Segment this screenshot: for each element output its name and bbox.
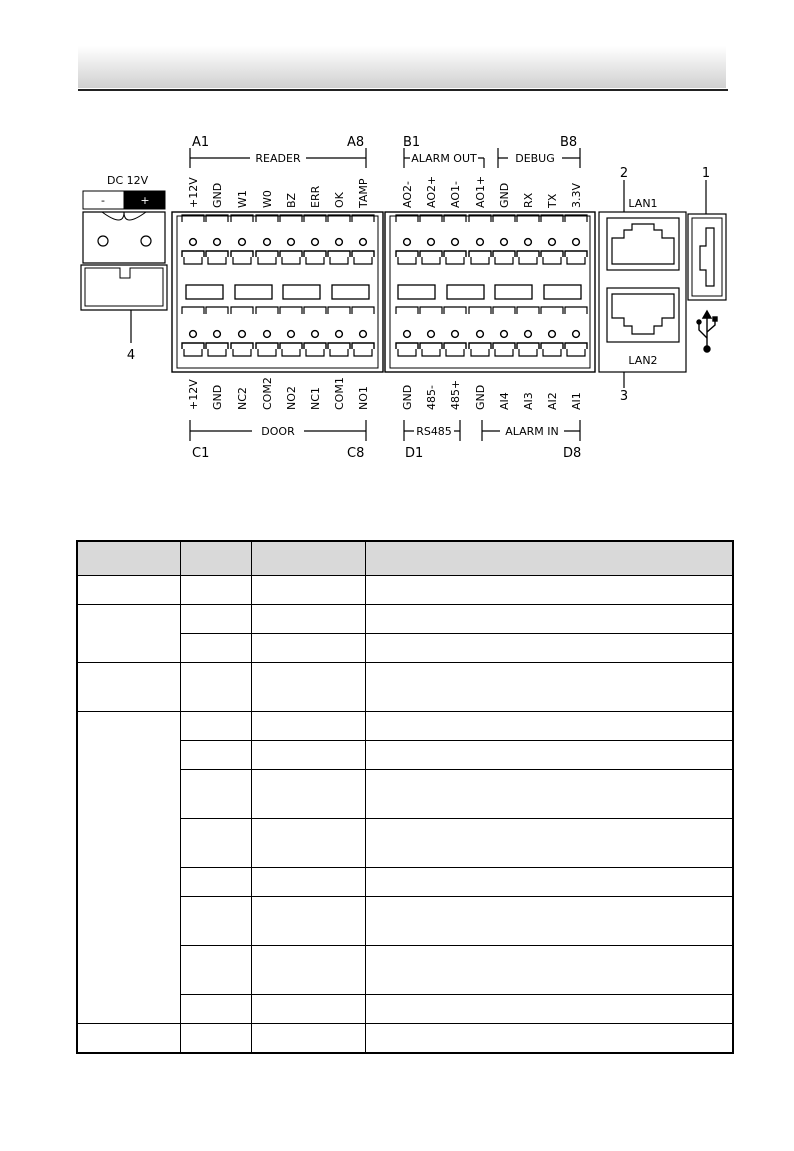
pin-label: W0 [261, 190, 274, 208]
alarm-out-group-label: ALARM OUT [411, 152, 477, 165]
pin-label: GND [498, 182, 511, 208]
pin-label: AI2 [546, 392, 559, 410]
callout-4: 4 [126, 348, 136, 363]
alarm-out-debug-pin-labels [401, 176, 583, 209]
pin-label: GND [211, 384, 224, 410]
pin-label: AO1+ [474, 175, 487, 208]
lan1-port[interactable] [607, 218, 679, 270]
usb-icon [697, 311, 717, 352]
pin-label: ERR [309, 185, 322, 208]
table-header-cell [365, 541, 733, 575]
group-b-end-label: B8 [560, 135, 578, 150]
group-c-end-label: C8 [347, 446, 365, 461]
power-connector-body [83, 212, 165, 263]
specification-table [76, 540, 734, 1054]
pin-label: AI4 [498, 392, 511, 410]
alarm-in-group-label: ALARM IN [505, 425, 559, 438]
reader-group-label: READER [255, 152, 301, 165]
pin-label: COM2 [261, 377, 274, 410]
callout-3: 3 [619, 389, 629, 404]
reader-pin-row [182, 215, 374, 264]
pin-label: AI3 [522, 392, 535, 410]
pin-label: NC2 [236, 387, 249, 410]
pin-label: GND [211, 182, 224, 208]
pin-label: +12V [187, 177, 200, 208]
lan2-label: LAN2 [628, 354, 658, 367]
pin-label: GND [474, 384, 487, 410]
pin-label: 485- [425, 385, 438, 410]
pin-label: 3.3V [570, 182, 583, 208]
debug-group-label: DEBUG [515, 152, 555, 165]
pin-label: 485+ [449, 379, 462, 410]
pin-label: TAMP [357, 178, 370, 208]
rs485-alarm-in-pin-labels [401, 380, 583, 410]
pin-label: BZ [285, 192, 298, 208]
group-d-end-label: D8 [563, 446, 582, 461]
pin-label: W1 [236, 190, 249, 208]
callout-1: 1 [701, 166, 711, 181]
callout-2: 2 [619, 166, 629, 181]
pin-label: AO2+ [425, 175, 438, 208]
group-a-end-label: A8 [347, 135, 365, 150]
group-c-start-label: C1 [192, 446, 210, 461]
table-header-cell [77, 541, 180, 575]
table-header-cell [180, 541, 251, 575]
lan1-label: LAN1 [628, 197, 658, 210]
table-row [77, 1023, 733, 1053]
usb-port[interactable] [688, 214, 726, 300]
pin-label: AO1- [449, 181, 462, 208]
alarm-out-debug-pin-row [396, 215, 587, 264]
door-pin-row [182, 307, 374, 356]
power-plus-label: + [140, 194, 150, 207]
pin-label: TX [546, 193, 559, 208]
pin-label: NO2 [285, 386, 298, 410]
pin-label: RX [522, 192, 535, 208]
wiring-diagram [0, 0, 794, 530]
door-group-label: DOOR [261, 425, 295, 438]
pin-label: NO1 [357, 386, 370, 410]
power-label: DC 12V [107, 174, 149, 187]
table-row [77, 575, 733, 604]
table-header-row [77, 541, 733, 575]
pin-label: OK [333, 192, 346, 208]
table-row [77, 662, 733, 711]
pin-label: +12V [187, 379, 200, 410]
group-b-start-label: B1 [403, 135, 421, 150]
table-row [77, 604, 733, 633]
pin-label: COM1 [333, 377, 346, 410]
reader-pin-labels [187, 177, 370, 209]
rs485-group-label: RS485 [416, 425, 452, 438]
lan2-port[interactable] [607, 288, 679, 342]
table-header-cell [251, 541, 365, 575]
group-a-start-label: A1 [192, 135, 210, 150]
power-minus-label: - [101, 194, 105, 207]
rs485-alarm-in-pin-row [396, 307, 587, 356]
door-pin-labels [187, 377, 370, 410]
group-d-start-label: D1 [405, 446, 424, 461]
table-row [77, 711, 733, 740]
lan-port-housing [599, 212, 686, 372]
pin-label: NC1 [309, 387, 322, 410]
pin-label: AI1 [570, 392, 583, 410]
pin-label: AO2- [401, 181, 414, 208]
pin-label: GND [401, 384, 414, 410]
